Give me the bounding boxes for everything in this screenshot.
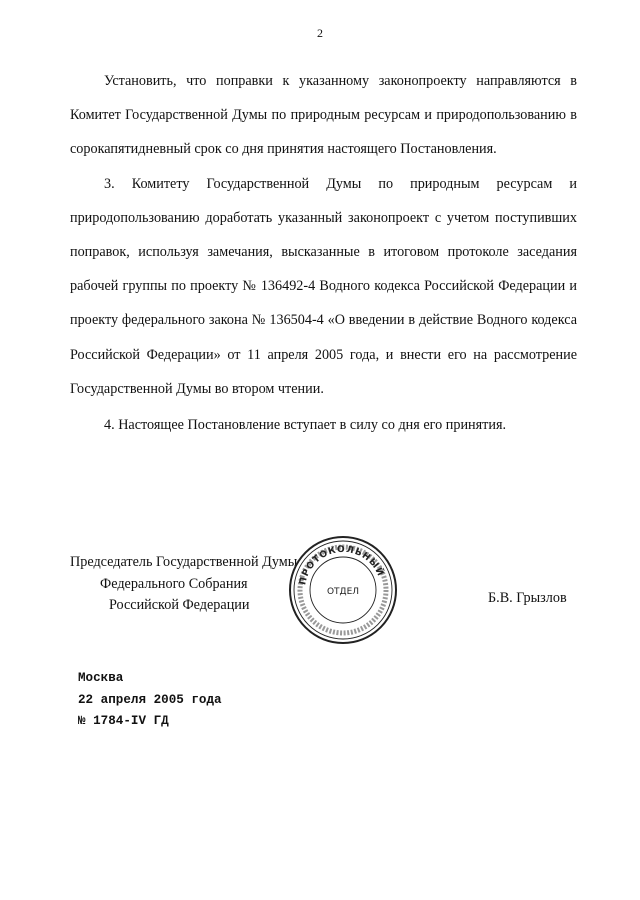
signer-title-line-1: Председатель Государственной Думы [70, 554, 298, 570]
stamp-ring-text: ПРОТОКОЛЬНЫЙ [298, 544, 386, 586]
signature-block [70, 552, 297, 617]
seal-icon [287, 534, 399, 646]
signer-title-line-2: Федерального Собрания [100, 575, 248, 592]
paragraph-4-effective: 4. Настоящее Постановление вступает в силу со дня его принятия. [104, 417, 507, 434]
stamp-center-text: ОТДЕЛ [326, 587, 360, 597]
signer-name: Б.В. Грызлов [488, 590, 567, 606]
paragraph-3-committee: 3. Комитету Государственной Думы по природным ресурсам и природопользованию доработать указанный законопроект с учетом поступивших поправок, используя замечания, высказанные в итоговом протоколе заседания рабочей группы по проекту № 136492-4 Водного кодекса Российской Федерации и проекту федерального закона № 136504-4 «О введении в действие Водного кодекса Российской Федерации» от 11 апреля 2005 года, и внести его на рассмотрение Государственной Думы во втором чтении. [70, 175, 577, 397]
document-footer [78, 668, 222, 733]
signer-title-line-3: Российской Федерации [109, 597, 250, 613]
footer-number: № 1784-IV ГД [78, 714, 169, 728]
footer-date: 22 апреля 2005 года [78, 692, 222, 707]
official-seal-stamp [287, 534, 399, 646]
paragraph-amendments: Установить, что поправки к указанному законопроекту направляются в Комитет Государственной Думы по природным ресурсам и природопользованию в сорокапятидневный срок со дня принятия настоящего Постановления. [70, 73, 577, 158]
page-number: 2 [317, 26, 323, 40]
footer-city: Москва [78, 671, 124, 685]
document-body [70, 64, 577, 442]
